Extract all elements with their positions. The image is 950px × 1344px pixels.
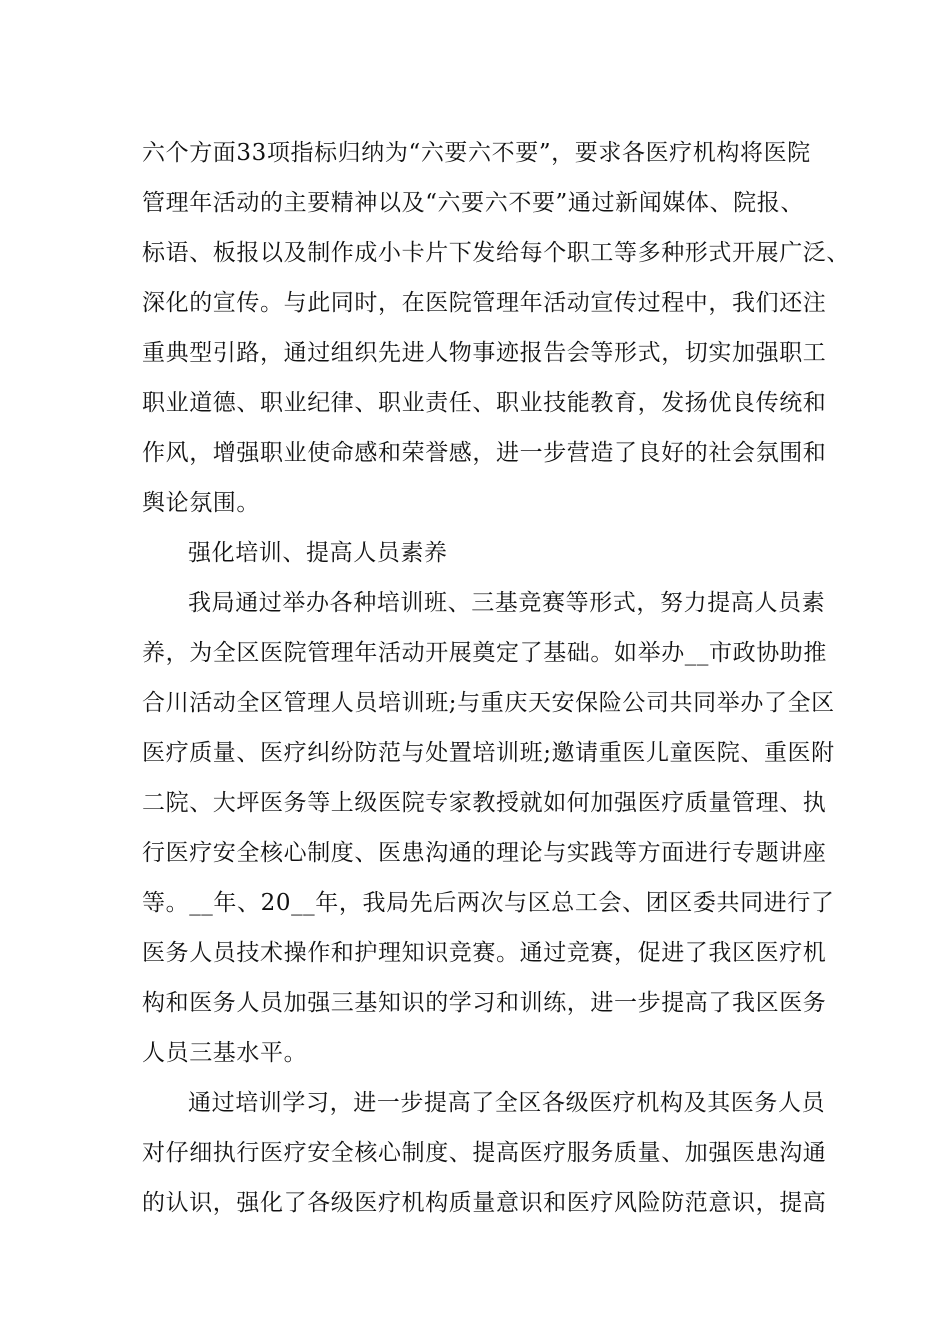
- text-line: 我局通过举办各种培训班、三基竞赛等形式，努力提高人员素: [188, 590, 826, 616]
- text-line: 构和医务人员加强三基知识的学习和训练，进一步提高了我区医务: [142, 990, 827, 1016]
- text-line: 人员三基水平。: [142, 1040, 308, 1066]
- text-line: 行医疗安全核心制度、医患沟通的理论与实践等方面进行专题讲座: [142, 840, 827, 866]
- text-line: 等。__年、20__年，我局先后两次与区总工会、团区委共同进行了: [142, 890, 835, 916]
- section-heading: 强化培训、提高人员素养: [188, 540, 448, 566]
- text-line: 职业道德、职业纪律、职业责任、职业技能教育，发扬优良传统和: [142, 390, 827, 416]
- text-line: 管理年活动的主要精神以及“六要六不要”通过新闻媒体、院报、: [142, 190, 804, 216]
- text-line: 医疗质量、医疗纠纷防范与处置培训班;邀请重医儿童医院、重医附: [142, 740, 835, 766]
- text-line: 重典型引路，通过组织先进人物事迹报告会等形式，切实加强职工: [142, 340, 827, 366]
- text-line: 作风，增强职业使命感和荣誉感，进一步营造了良好的社会氛围和: [142, 440, 827, 466]
- text-line: 的认识，强化了各级医疗机构质量意识和医疗风险防范意识，提高: [142, 1190, 827, 1216]
- text-line: 标语、板报以及制作成小卡片下发给每个职工等多种形式开展广泛、: [142, 240, 850, 266]
- text-line: 通过培训学习，进一步提高了全区各级医疗机构及其医务人员: [188, 1090, 826, 1116]
- document-body: [142, 128, 850, 1228]
- text-line: 医务人员技术操作和护理知识竞赛。通过竞赛，促进了我区医疗机: [142, 940, 827, 966]
- text-line: 深化的宣传。与此同时，在医院管理年活动宣传过程中，我们还注: [142, 290, 827, 316]
- text-line: 合川活动全区管理人员培训班;与重庆天安保险公司共同举办了全区: [142, 690, 835, 716]
- text-line: 六个方面33项指标归纳为“六要六不要”，要求各医疗机构将医院: [142, 140, 811, 166]
- text-line: 二院、大坪医务等上级医院专家教授就如何加强医疗质量管理、执: [142, 790, 827, 816]
- text-line: 养，为全区医院管理年活动开展奠定了基础。如举办__市政协助推: [142, 640, 827, 666]
- text-line: 对仔细执行医疗安全核心制度、提高医疗服务质量、加强医患沟通: [142, 1140, 827, 1166]
- text-line: 舆论氛围。: [142, 490, 260, 516]
